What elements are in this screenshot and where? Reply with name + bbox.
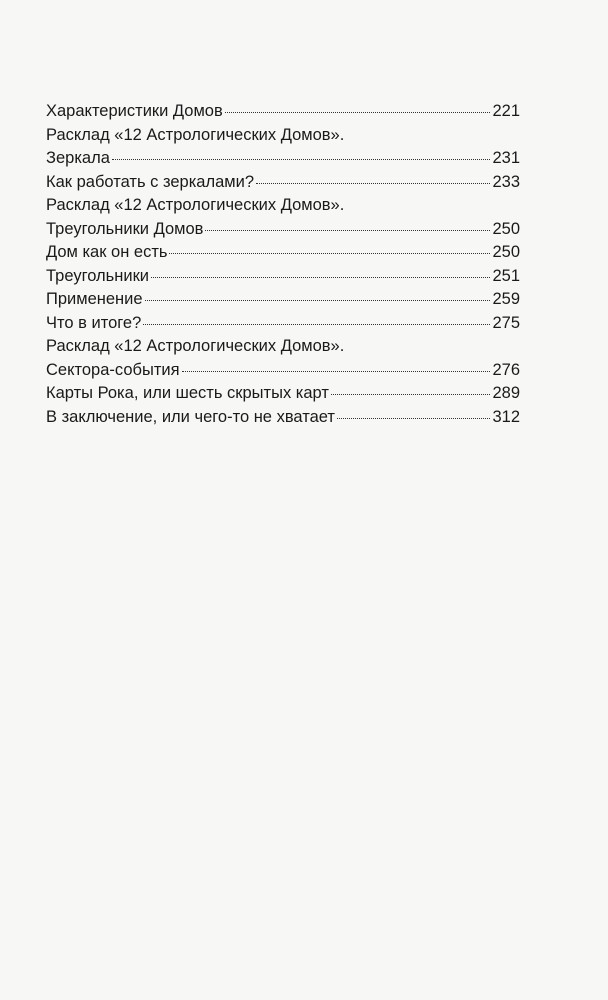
dot-leader	[225, 112, 491, 113]
toc-entry-title: Применение	[46, 290, 143, 308]
toc-entry-title: Как работать с зеркалами?	[46, 172, 254, 191]
toc-entry-page: 221	[492, 102, 520, 120]
dot-leader	[331, 394, 491, 395]
toc-entry-page: 276	[492, 360, 520, 379]
toc-entry-page: 250	[492, 219, 520, 238]
toc-entry-page: 312	[492, 407, 520, 426]
toc-entry-page: 251	[492, 266, 520, 285]
toc-entry	[46, 171, 520, 195]
toc-entry	[46, 406, 520, 430]
toc-entry-title: Карты Рока, или шесть скрытых карт	[46, 384, 329, 402]
toc-entry-page: 233	[492, 172, 520, 191]
toc-entry-title: Треугольники	[46, 266, 150, 285]
toc-entry	[46, 288, 520, 312]
toc-entry-title: Расклад «12 Астрологических Домов».	[46, 125, 345, 144]
toc-entry	[46, 124, 520, 148]
toc-entry-page: 231	[492, 149, 520, 167]
toc-entry-title: Что в итоге?	[46, 313, 142, 332]
table-of-contents	[46, 100, 520, 429]
toc-entry-title: Расклад «12 Астрологических Домов».	[46, 337, 345, 355]
toc-entry	[46, 312, 520, 336]
toc-entry-page: 259	[492, 290, 520, 308]
dot-leader	[182, 371, 491, 372]
toc-entry-title: Дом как он есть	[46, 243, 168, 261]
toc-entry	[46, 100, 520, 124]
dot-leader	[337, 418, 491, 419]
toc-entry-title: Расклад «12 Астрологических Домов».	[46, 196, 345, 214]
dot-leader	[145, 300, 491, 301]
toc-entry	[46, 241, 520, 265]
toc-entry	[46, 194, 520, 218]
toc-entry	[46, 382, 520, 406]
toc-entry	[46, 265, 520, 289]
dot-leader	[256, 183, 490, 184]
toc-entry	[46, 335, 520, 359]
toc-entry-title: Треугольники Домов	[46, 219, 204, 238]
toc-entry-title: Характеристики Домов	[46, 102, 223, 120]
toc-entry-title: В заключение, или чего-то не хватает	[46, 407, 335, 426]
dot-leader	[112, 159, 491, 160]
toc-entry-page: 275	[492, 313, 520, 332]
toc-entry	[46, 147, 520, 171]
toc-entry	[46, 218, 520, 242]
toc-entry-page: 289	[492, 384, 520, 402]
toc-entry-title: Зеркала	[46, 149, 110, 167]
toc-entry-title: Сектора-события	[46, 360, 180, 379]
toc-entry	[46, 359, 520, 383]
dot-leader	[205, 230, 490, 231]
toc-entry-page: 250	[492, 243, 520, 261]
dot-leader	[169, 253, 490, 254]
dot-leader	[143, 324, 490, 325]
dot-leader	[151, 277, 490, 278]
